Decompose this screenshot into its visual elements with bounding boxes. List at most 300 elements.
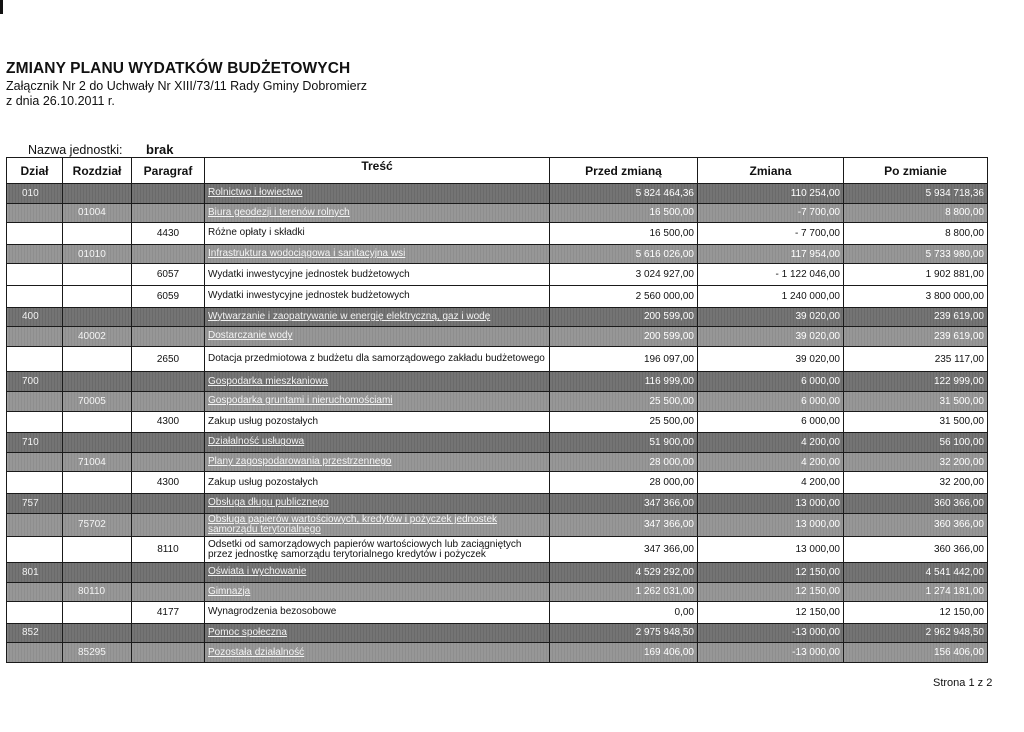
- cell-dzial: [7, 285, 63, 307]
- table-row-paragraf: [7, 411, 988, 433]
- cell-paragraf: [132, 623, 205, 643]
- cell-dzial: [7, 392, 63, 412]
- cell-po-zmianie: [844, 623, 988, 643]
- cell-dzial: [7, 433, 63, 453]
- cell-tresc-value: Dotacja przedmiotowa z budżetu dla samorządowego zakładu budżetowego: [208, 353, 545, 365]
- table-row-dzial: [7, 433, 988, 453]
- cell-zmiana: [698, 493, 844, 513]
- header-tresc: Treść: [205, 158, 550, 184]
- cell-rozdzial-value: [66, 437, 78, 448]
- cell-po-zmianie: [844, 372, 988, 392]
- cell-rozdzial-value: 70005: [78, 395, 106, 407]
- cell-dzial-value: [10, 396, 22, 407]
- cell-tresc-value: Pomoc społeczna: [208, 626, 287, 638]
- cell-dzial: [7, 203, 63, 223]
- cell-zmiana: [698, 264, 844, 286]
- cell-przed-zmiana: [550, 623, 698, 643]
- cell-po-zmianie-value: 1 902 881,00: [925, 269, 984, 281]
- cell-po-zmianie: [844, 307, 988, 327]
- table-row-paragraf: [7, 602, 988, 624]
- cell-zmiana-value: -13 000,00: [792, 627, 840, 639]
- cell-przed-zmiana-value: 5 824 464,36: [635, 187, 694, 199]
- cell-po-zmianie: [844, 392, 988, 412]
- cell-rozdzial: [63, 327, 132, 347]
- cell-tresc: [205, 452, 550, 472]
- cell-zmiana: [698, 472, 844, 494]
- cell-paragraf: [132, 184, 205, 204]
- cell-paragraf: [132, 223, 205, 245]
- cell-przed-zmiana: [550, 184, 698, 204]
- cell-zmiana-value: 6 000,00: [801, 416, 840, 428]
- cell-zmiana: [698, 537, 844, 563]
- cell-dzial-value: 700: [22, 376, 39, 388]
- cell-dzial-value: [10, 249, 22, 260]
- cell-tresc: [205, 537, 550, 563]
- cell-rozdzial: [63, 493, 132, 513]
- cell-po-zmianie: [844, 411, 988, 433]
- table-row-dzial: [7, 493, 988, 513]
- cell-rozdzial-value: 40002: [78, 330, 106, 342]
- cell-zmiana: [698, 244, 844, 264]
- cell-przed-zmiana: [550, 433, 698, 453]
- cell-tresc: [205, 643, 550, 663]
- scan-edge-mark: [0, 0, 3, 14]
- cell-przed-zmiana: [550, 562, 698, 582]
- cell-paragraf-value: 6059: [156, 290, 180, 302]
- table-row-rozdzial: [7, 513, 988, 537]
- table-row-rozdzial: [7, 452, 988, 472]
- cell-paragraf: [132, 493, 205, 513]
- cell-dzial-value: 801: [22, 566, 39, 578]
- cell-tresc-value: Plany zagospodarowania przestrzennego: [208, 456, 392, 468]
- cell-po-zmianie: [844, 264, 988, 286]
- table-row-rozdzial: [7, 392, 988, 412]
- table-row-rozdzial: [7, 244, 988, 264]
- cell-po-zmianie-value: 12 150,00: [939, 606, 984, 618]
- cell-rozdzial: [63, 452, 132, 472]
- cell-tresc-value: Dostarczanie wody: [208, 330, 293, 342]
- cell-rozdzial: [63, 582, 132, 602]
- cell-tresc: [205, 623, 550, 643]
- budget-table-body: [7, 184, 988, 663]
- cell-zmiana-value: 117 954,00: [790, 248, 840, 260]
- cell-po-zmianie-value: 31 500,00: [939, 416, 984, 428]
- cell-tresc-value: Zakup usług pozostałych: [208, 476, 319, 488]
- cell-rozdzial-value: [66, 567, 78, 578]
- budget-changes-table: [6, 157, 988, 663]
- cell-rozdzial: [63, 623, 132, 643]
- cell-dzial-value: [10, 207, 22, 218]
- cell-tresc: [205, 285, 550, 307]
- cell-rozdzial: [63, 372, 132, 392]
- cell-rozdzial-value: [66, 627, 78, 638]
- cell-po-zmianie: [844, 493, 988, 513]
- cell-po-zmianie: [844, 346, 988, 372]
- cell-przed-zmiana: [550, 203, 698, 223]
- cell-paragraf-value: 4300: [156, 416, 180, 428]
- cell-zmiana-value: 110 254,00: [790, 187, 840, 199]
- cell-dzial-value: [10, 586, 22, 597]
- cell-tresc: [205, 327, 550, 347]
- table-row-paragraf: [7, 346, 988, 372]
- cell-zmiana: [698, 452, 844, 472]
- cell-dzial: [7, 602, 63, 624]
- cell-paragraf: [132, 285, 205, 307]
- header-paragraf: Paragraf: [132, 158, 205, 184]
- cell-zmiana: [698, 327, 844, 347]
- cell-zmiana-value: -7 700,00: [797, 207, 840, 219]
- cell-rozdzial: [63, 184, 132, 204]
- cell-rozdzial-value: 75702: [78, 519, 106, 531]
- table-row-paragraf: [7, 264, 988, 286]
- cell-paragraf-value: 4300: [156, 477, 180, 489]
- table-row-paragraf: [7, 223, 988, 245]
- cell-tresc-value: Odsetki od samorządowych papierów wartościowych lub zaciągniętych przez jednostkę samorządu terytorialnego kredytów i pożyczek: [208, 538, 522, 560]
- cell-rozdzial: [63, 472, 132, 494]
- cell-zmiana-value: 39 020,00: [795, 330, 840, 342]
- cell-przed-zmiana: [550, 244, 698, 264]
- cell-zmiana: [698, 582, 844, 602]
- cell-tresc: [205, 513, 550, 537]
- cell-po-zmianie: [844, 472, 988, 494]
- cell-po-zmianie-value: 2 962 948,50: [925, 627, 984, 639]
- cell-przed-zmiana: [550, 392, 698, 412]
- cell-dzial-value: 852: [22, 627, 39, 639]
- cell-przed-zmiana-value: 0,00: [674, 606, 694, 618]
- cell-przed-zmiana-value: 196 097,00: [643, 353, 694, 365]
- cell-tresc: [205, 346, 550, 372]
- cell-rozdzial-value: 71004: [78, 456, 106, 468]
- cell-po-zmianie: [844, 244, 988, 264]
- cell-tresc-value: Infrastruktura wodociągowa i sanitacyjna wsi: [208, 248, 406, 260]
- cell-zmiana: [698, 203, 844, 223]
- cell-paragraf-value: 8110: [157, 544, 179, 556]
- cell-po-zmianie-value: 239 619,00: [933, 330, 984, 342]
- cell-tresc-value: Oświata i wychowanie: [208, 566, 307, 578]
- cell-tresc: [205, 307, 550, 327]
- cell-rozdzial-value: [66, 311, 78, 322]
- cell-rozdzial: [63, 346, 132, 372]
- cell-tresc-value: Rolnictwo i łowiectwo: [208, 187, 303, 199]
- cell-po-zmianie-value: 31 500,00: [939, 395, 984, 407]
- cell-przed-zmiana-value: 16 500,00: [649, 227, 694, 239]
- cell-po-zmianie-value: 239 619,00: [933, 311, 984, 323]
- header-zmiana: Zmiana: [698, 158, 844, 184]
- table-row-rozdzial: [7, 582, 988, 602]
- document-title: ZMIANY PLANU WYDATKÓW BUDŻETOWYCH: [6, 60, 351, 77]
- cell-paragraf: [132, 582, 205, 602]
- cell-przed-zmiana-value: 16 500,00: [649, 207, 694, 219]
- cell-po-zmianie: [844, 433, 988, 453]
- cell-dzial: [7, 513, 63, 537]
- cell-tresc: [205, 493, 550, 513]
- cell-przed-zmiana: [550, 513, 698, 537]
- cell-przed-zmiana-value: 347 366,00: [643, 519, 694, 531]
- cell-przed-zmiana-value: 4 529 292,00: [635, 566, 694, 578]
- cell-dzial: [7, 264, 63, 286]
- cell-dzial: [7, 452, 63, 472]
- page-number: Strona 1 z 2: [933, 677, 993, 689]
- cell-zmiana: [698, 285, 844, 307]
- cell-tresc-value: Gimnazja: [208, 585, 251, 597]
- cell-dzial: [7, 223, 63, 245]
- cell-tresc: [205, 392, 550, 412]
- cell-przed-zmiana-value: 200 599,00: [643, 330, 694, 342]
- cell-zmiana: [698, 602, 844, 624]
- cell-po-zmianie: [844, 203, 988, 223]
- cell-paragraf: [132, 602, 205, 624]
- cell-zmiana: [698, 392, 844, 412]
- cell-po-zmianie-value: 3 800 000,00: [925, 290, 984, 302]
- cell-zmiana: [698, 643, 844, 663]
- resolution-date: z dnia 26.10.2011 r.: [6, 94, 115, 108]
- table-row-paragraf: [7, 285, 988, 307]
- cell-rozdzial: [63, 602, 132, 624]
- cell-przed-zmiana-value: 3 024 927,00: [635, 269, 694, 281]
- cell-tresc-value: Pozostała działalność: [208, 646, 305, 658]
- cell-przed-zmiana: [550, 264, 698, 286]
- cell-dzial: [7, 643, 63, 663]
- cell-zmiana: [698, 513, 844, 537]
- table-row-rozdzial: [7, 203, 988, 223]
- cell-tresc: [205, 602, 550, 624]
- unit-name-value: brak: [146, 142, 174, 157]
- cell-zmiana-value: 4 200,00: [801, 477, 840, 489]
- cell-po-zmianie-value: 5 733 980,00: [925, 248, 984, 260]
- cell-po-zmianie-value: 156 406,00: [933, 647, 984, 659]
- cell-po-zmianie-value: 8 800,00: [945, 227, 984, 239]
- cell-paragraf: [132, 327, 205, 347]
- cell-przed-zmiana-value: 25 500,00: [649, 416, 694, 428]
- cell-paragraf: [132, 433, 205, 453]
- cell-dzial: [7, 582, 63, 602]
- cell-po-zmianie-value: 360 366,00: [933, 544, 984, 556]
- cell-tresc: [205, 372, 550, 392]
- cell-przed-zmiana-value: 28 000,00: [649, 456, 694, 468]
- cell-po-zmianie: [844, 452, 988, 472]
- cell-zmiana-value: 1 240 000,00: [781, 290, 840, 302]
- cell-rozdzial: [63, 307, 132, 327]
- cell-tresc: [205, 203, 550, 223]
- cell-paragraf: [132, 392, 205, 412]
- cell-po-zmianie-value: 8 800,00: [945, 207, 984, 219]
- cell-zmiana: [698, 623, 844, 643]
- table-row-dzial: [7, 562, 988, 582]
- cell-zmiana: [698, 411, 844, 433]
- cell-paragraf-value: 2650: [156, 353, 180, 365]
- cell-dzial-value: 010: [22, 187, 39, 199]
- cell-przed-zmiana: [550, 327, 698, 347]
- cell-przed-zmiana-value: 2 560 000,00: [635, 290, 694, 302]
- cell-po-zmianie: [844, 327, 988, 347]
- cell-tresc-value: Wytwarzanie i zaopatrywanie w energię elektryczną, gaz i wodę: [208, 310, 491, 322]
- cell-rozdzial: [63, 411, 132, 433]
- cell-tresc-value: Obsługa papierów wartościowych, kredytów i pożyczek jednostek samorządu terytorialnego: [208, 513, 498, 535]
- cell-przed-zmiana: [550, 582, 698, 602]
- cell-paragraf: [132, 537, 205, 563]
- cell-tresc: [205, 433, 550, 453]
- header-dzial: Dział: [7, 158, 63, 184]
- cell-zmiana-value: 6 000,00: [801, 376, 840, 388]
- header-przed-zmiana: Przed zmianą: [550, 158, 698, 184]
- cell-dzial-value: [10, 647, 22, 658]
- cell-rozdzial-value: [66, 188, 78, 199]
- cell-rozdzial: [63, 223, 132, 245]
- cell-tresc-value: Gospodarka gruntami i nieruchomościami: [208, 395, 393, 407]
- cell-tresc-value: Wydatki inwestycyjne jednostek budżetowych: [208, 268, 410, 280]
- cell-zmiana: [698, 184, 844, 204]
- cell-dzial: [7, 346, 63, 372]
- cell-zmiana: [698, 307, 844, 327]
- cell-zmiana-value: 4 200,00: [801, 456, 840, 468]
- cell-paragraf: [132, 411, 205, 433]
- table-row-rozdzial: [7, 643, 988, 663]
- cell-rozdzial: [63, 433, 132, 453]
- cell-przed-zmiana: [550, 602, 698, 624]
- cell-po-zmianie: [844, 285, 988, 307]
- cell-po-zmianie: [844, 562, 988, 582]
- cell-rozdzial: [63, 562, 132, 582]
- cell-przed-zmiana-value: 347 366,00: [643, 497, 694, 509]
- cell-przed-zmiana-value: 169 406,00: [643, 647, 694, 659]
- cell-przed-zmiana: [550, 223, 698, 245]
- cell-rozdzial-value: [66, 498, 78, 509]
- attachment-reference: Załącznik Nr 2 do Uchwały Nr XIII/73/11 Rady Gminy Dobromierz: [6, 79, 367, 93]
- cell-zmiana-value: 39 020,00: [795, 353, 840, 365]
- cell-po-zmianie-value: 32 200,00: [939, 456, 984, 468]
- cell-przed-zmiana: [550, 643, 698, 663]
- cell-tresc: [205, 411, 550, 433]
- cell-dzial: [7, 184, 63, 204]
- cell-po-zmianie-value: 360 366,00: [933, 519, 984, 531]
- cell-rozdzial: [63, 244, 132, 264]
- table-row-dzial: [7, 307, 988, 327]
- table-row-paragraf: [7, 472, 988, 494]
- header-rozdzial: Rozdział: [63, 158, 132, 184]
- cell-po-zmianie: [844, 184, 988, 204]
- cell-zmiana-value: -13 000,00: [792, 647, 840, 659]
- cell-tresc-value: Gospodarka mieszkaniowa: [208, 375, 329, 387]
- cell-po-zmianie-value: 1 274 181,00: [925, 586, 984, 598]
- cell-rozdzial-value: 80110: [78, 586, 106, 598]
- cell-dzial: [7, 562, 63, 582]
- cell-dzial-value: [10, 457, 22, 468]
- cell-zmiana-value: 12 150,00: [795, 586, 840, 598]
- cell-tresc-value: Wynagrodzenia bezosobowe: [208, 606, 337, 618]
- cell-przed-zmiana: [550, 452, 698, 472]
- cell-paragraf: [132, 203, 205, 223]
- cell-po-zmianie-value: 360 366,00: [933, 497, 984, 509]
- cell-przed-zmiana: [550, 346, 698, 372]
- table-row-paragraf: [7, 537, 988, 563]
- cell-zmiana-value: 6 000,00: [801, 395, 840, 407]
- cell-dzial: [7, 307, 63, 327]
- table-row-rozdzial: [7, 327, 988, 347]
- table-header-row: [7, 158, 988, 184]
- cell-dzial: [7, 372, 63, 392]
- cell-dzial: [7, 244, 63, 264]
- cell-po-zmianie-value: 122 999,00: [933, 376, 984, 388]
- cell-zmiana-value: - 1 122 046,00: [775, 269, 840, 281]
- cell-paragraf: [132, 346, 205, 372]
- cell-przed-zmiana-value: 51 900,00: [649, 436, 694, 448]
- cell-tresc: [205, 264, 550, 286]
- cell-tresc-value: Działalność usługowa: [208, 436, 305, 448]
- cell-paragraf-value: 6057: [156, 269, 180, 281]
- cell-zmiana: [698, 223, 844, 245]
- cell-rozdzial: [63, 392, 132, 412]
- cell-dzial-value: 757: [22, 497, 39, 509]
- cell-dzial: [7, 537, 63, 563]
- cell-paragraf-value: 4430: [156, 227, 180, 239]
- cell-przed-zmiana-value: 116 999,00: [644, 376, 694, 388]
- cell-rozdzial: [63, 643, 132, 663]
- cell-po-zmianie-value: 4 541 442,00: [925, 566, 984, 578]
- cell-dzial-value: 710: [22, 436, 39, 448]
- header-po-zmianie: Po zmianie: [844, 158, 988, 184]
- cell-po-zmianie: [844, 513, 988, 537]
- cell-dzial: [7, 623, 63, 643]
- cell-zmiana-value: 12 150,00: [795, 606, 840, 618]
- cell-dzial: [7, 411, 63, 433]
- cell-tresc: [205, 582, 550, 602]
- cell-dzial-value: 400: [22, 311, 39, 323]
- cell-dzial: [7, 493, 63, 513]
- cell-tresc: [205, 244, 550, 264]
- cell-zmiana-value: 39 020,00: [795, 311, 840, 323]
- cell-paragraf: [132, 264, 205, 286]
- cell-przed-zmiana-value: 347 366,00: [643, 544, 694, 556]
- cell-przed-zmiana: [550, 307, 698, 327]
- cell-paragraf: [132, 372, 205, 392]
- cell-przed-zmiana-value: 200 599,00: [643, 311, 694, 323]
- cell-paragraf: [132, 307, 205, 327]
- cell-po-zmianie: [844, 602, 988, 624]
- cell-tresc-value: Różne opłaty i składki: [208, 227, 305, 239]
- cell-rozdzial-value: [66, 376, 78, 387]
- cell-zmiana: [698, 562, 844, 582]
- cell-przed-zmiana: [550, 537, 698, 563]
- cell-przed-zmiana: [550, 372, 698, 392]
- cell-po-zmianie: [844, 582, 988, 602]
- cell-zmiana-value: - 7 700,00: [794, 227, 840, 239]
- cell-po-zmianie: [844, 537, 988, 563]
- cell-rozdzial-value: 01004: [78, 207, 106, 219]
- cell-zmiana-value: 13 000,00: [795, 544, 840, 556]
- cell-paragraf: [132, 643, 205, 663]
- cell-dzial: [7, 327, 63, 347]
- cell-zmiana-value: 4 200,00: [801, 436, 840, 448]
- cell-tresc: [205, 184, 550, 204]
- cell-zmiana-value: 12 150,00: [795, 566, 840, 578]
- table-row-dzial: [7, 372, 988, 392]
- cell-rozdzial: [63, 513, 132, 537]
- unit-name-label: Nazwa jednostki:: [28, 143, 123, 157]
- cell-zmiana: [698, 346, 844, 372]
- cell-tresc: [205, 562, 550, 582]
- cell-dzial-value: [10, 519, 22, 530]
- cell-rozdzial: [63, 264, 132, 286]
- cell-dzial: [7, 472, 63, 494]
- cell-tresc-value: Obsługa długu publicznego: [208, 497, 329, 509]
- cell-rozdzial-value: 85295: [78, 647, 106, 659]
- cell-zmiana-value: 13 000,00: [795, 519, 840, 531]
- cell-po-zmianie-value: 56 100,00: [939, 436, 984, 448]
- table-row-dzial: [7, 623, 988, 643]
- cell-tresc: [205, 223, 550, 245]
- cell-po-zmianie-value: 235 117,00: [934, 353, 984, 365]
- cell-przed-zmiana: [550, 493, 698, 513]
